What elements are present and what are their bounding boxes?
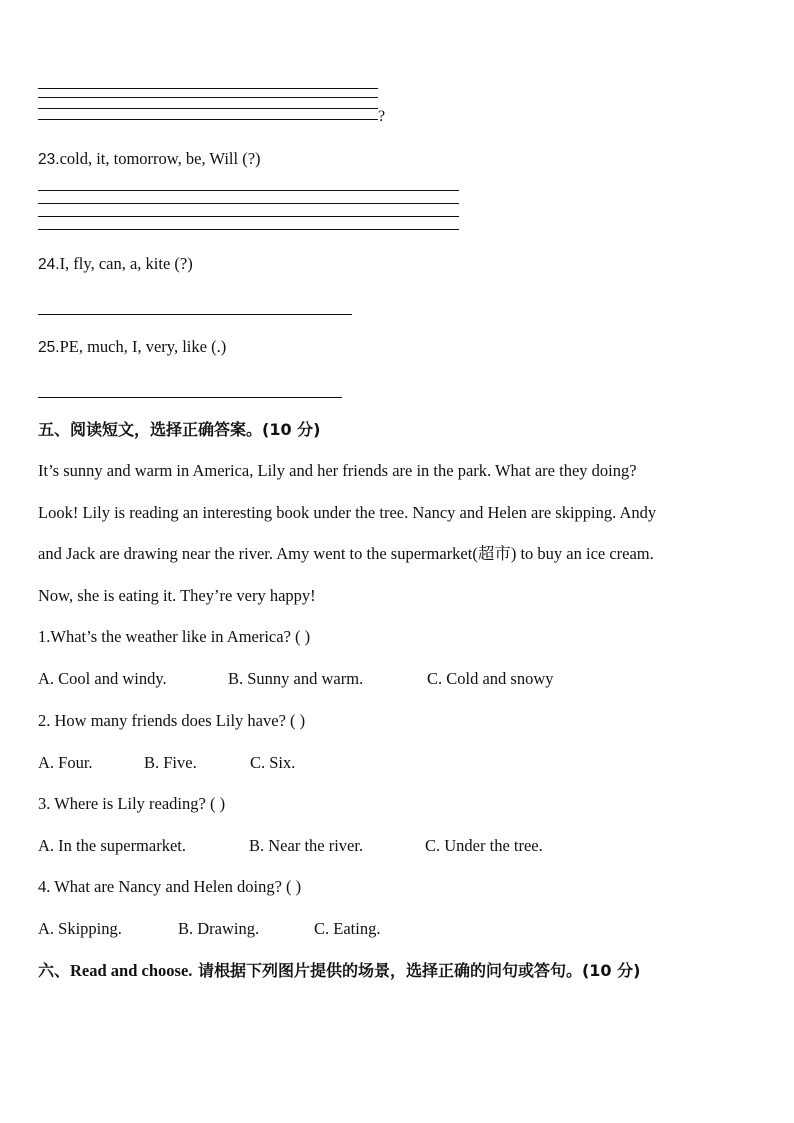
option-b: B. Drawing. bbox=[178, 919, 260, 938]
option-a: A. Skipping. bbox=[38, 919, 122, 938]
question-24 bbox=[38, 253, 193, 276]
option-a: A. Four. bbox=[38, 753, 93, 772]
question-number: 24. bbox=[38, 256, 60, 273]
section-6-prefix: 六、 bbox=[38, 961, 71, 980]
option-c: C. Six. bbox=[250, 753, 296, 772]
reading-question-1: 1.What’s the weather like in America? ( ) bbox=[38, 627, 311, 646]
option-c: C. Eating. bbox=[314, 919, 381, 938]
answer-line bbox=[38, 314, 352, 315]
options-row-1 bbox=[38, 668, 554, 690]
options-row-4 bbox=[38, 918, 380, 940]
option-c: C. Cold and snowy bbox=[427, 669, 554, 688]
passage-line: Look! Lily is reading an interesting book under the tree. Nancy and Helen are skipping. Andy bbox=[38, 503, 657, 522]
answer-line bbox=[38, 88, 378, 89]
question-number: 23. bbox=[38, 151, 60, 168]
answer-line bbox=[38, 108, 378, 109]
question-text: PE, much, I, very, like (.) bbox=[59, 337, 227, 356]
options-row-3 bbox=[38, 835, 543, 857]
answer-line bbox=[38, 229, 459, 230]
option-a: A. Cool and windy. bbox=[38, 669, 167, 688]
passage-line: and Jack are drawing near the river. Amy went to the supermarket(超市) to buy an ice cream. bbox=[38, 544, 654, 563]
answer-line bbox=[38, 97, 378, 98]
reading-question-2: 2. How many friends does Lily have? ( ) bbox=[38, 711, 306, 730]
answer-line bbox=[38, 203, 459, 204]
section-6-heading bbox=[38, 960, 640, 982]
section-6-instruction: 请根据下列图片提供的场景，选择正确的问句或答句。(10 分) bbox=[192, 961, 641, 980]
reading-question-4: 4. What are Nancy and Helen doing? ( ) bbox=[38, 877, 302, 896]
question-text: I, fly, can, a, kite (?) bbox=[59, 254, 193, 273]
answer-line bbox=[38, 190, 459, 191]
reading-question-3: 3. Where is Lily reading? ( ) bbox=[38, 794, 226, 813]
question-number: 25. bbox=[38, 339, 60, 356]
option-a: A. In the supermarket. bbox=[38, 836, 186, 855]
question-text: cold, it, tomorrow, be, Will (?) bbox=[59, 149, 261, 168]
answer-line bbox=[38, 397, 342, 398]
option-b: B. Near the river. bbox=[249, 836, 364, 855]
option-c: C. Under the tree. bbox=[425, 836, 543, 855]
section-5-heading: 五、阅读短文，选择正确答案。(10 分) bbox=[38, 420, 321, 439]
passage-line: It’s sunny and warm in America, Lily and her friends are in the park. What are they doing? bbox=[38, 461, 637, 480]
passage-line: Now, she is eating it. They’re very happy! bbox=[38, 586, 316, 605]
question-23 bbox=[38, 148, 261, 171]
option-b: B. Five. bbox=[144, 753, 197, 772]
answer-line bbox=[38, 119, 378, 120]
answer-line bbox=[38, 216, 459, 217]
section-6-english: Read and choose. bbox=[70, 961, 193, 980]
options-row-2 bbox=[38, 752, 295, 774]
end-question-mark: ? bbox=[378, 108, 386, 125]
question-25 bbox=[38, 336, 226, 359]
option-b: B. Sunny and warm. bbox=[228, 669, 364, 688]
